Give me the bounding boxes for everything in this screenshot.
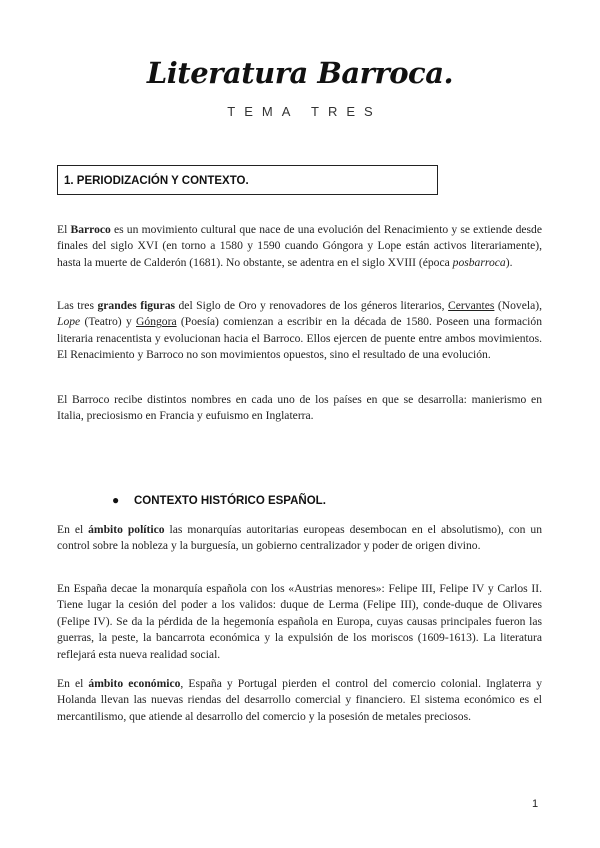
text-run: Las tres [57,299,98,312]
paragraph-barroco-intro [57,222,542,271]
page-number: 1 [532,798,539,810]
text-run: (Teatro) y [80,315,137,329]
text-run: del Siglo de Oro y renovadores de los géneros literarios, [175,299,449,312]
bold-term-ambito-politico: ámbito político [88,523,165,536]
text-run: En el [57,523,89,536]
italic-term-lope: Lope [57,315,81,329]
text-run: , España y Portugal pierden el control del comercio colonial. Inglaterra y Holanda llevan las nuevas riendas del desarrollo comercial y financiero. El sistema económico es el mercantilismo, que atiende al desarrollo del comercio y la posesión de metales preciosos. [57,677,542,723]
paragraph-monarquia-espanola: En España decae la monarquía española con los «Austrias menores»: Felipe III, Felipe IV y Carlos II. Tiene lugar la cesión del poder a los validos: duque de Lerma (Felipe III), conde-duque de Olivares (Felipe IV). Se da la pérdida de la hegemonía española en Europa, cuyas causas principales fueron las guerras, la peste, la bancarrota económica y la expulsión de los moriscos (1609-1613). La literatura reflejará esta nueva realidad social. [57,582,542,661]
underlined-term-gongora: Góngora [136,315,177,329]
text-run: es un movimiento cultural que nace de una evolución del Renacimiento y se extiende desde finales del siglo XVI (en torno a 1580 y 1590 cuando Góngora y Lope están activos literariamente), hasta la muerte de Calderón (1681). No obstante, se adentra en el siglo XVIII (época [57,223,542,269]
bold-term-barroco: Barroco [70,223,111,236]
text-run: (Novela), [494,299,542,312]
bold-term-ambito-economico: ámbito económico [88,677,181,690]
text-run: las monarquías autoritarias europeas desembocan en el absolutismo), con un control sobre la nobleza y la burguesía, un gobierno centralizador y poder de origen divino. [57,523,542,553]
document-subtitle: TEMA TRES [227,104,382,119]
section-heading-periodizacion: 1. PERIODIZACIÓN Y CONTEXTO. [57,165,438,195]
paragraph-grandes-figuras [57,298,542,364]
document-title: Literatura Barroca. [146,56,454,90]
paragraph-nombres-barroco: El Barroco recibe distintos nombres en cada uno de los países en que se desarrolla: manierismo en Italia, preciosismo en Francia y eufuismo en Inglaterra. [57,393,542,423]
text-run: En el [57,677,89,690]
bullet-icon: ● [112,493,120,507]
text-run: (Poesía) comienzan a escribir en la década de 1580. Poseen una formación literaria renacentista y evolucionan hacia el Barroco. Ellos ejercen de puente entre ambos movimientos. El Renacimiento y Barroco no son movimientos opuestos, sino el resultado de una evolución. [57,315,542,362]
section-heading-contexto-historico [112,493,326,507]
heading-text: CONTEXTO HISTÓRICO ESPAÑOL. [134,495,326,507]
italic-term-posbarroca: posbarroca [452,255,506,269]
underlined-term-cervantes: Cervantes [448,299,495,312]
paragraph-ambito-politico [57,522,542,555]
paragraph-ambito-economico [57,676,542,725]
text-run: El [57,223,71,236]
bold-term-grandes-figuras: grandes figuras [97,299,176,312]
text-run: ). [505,255,513,269]
